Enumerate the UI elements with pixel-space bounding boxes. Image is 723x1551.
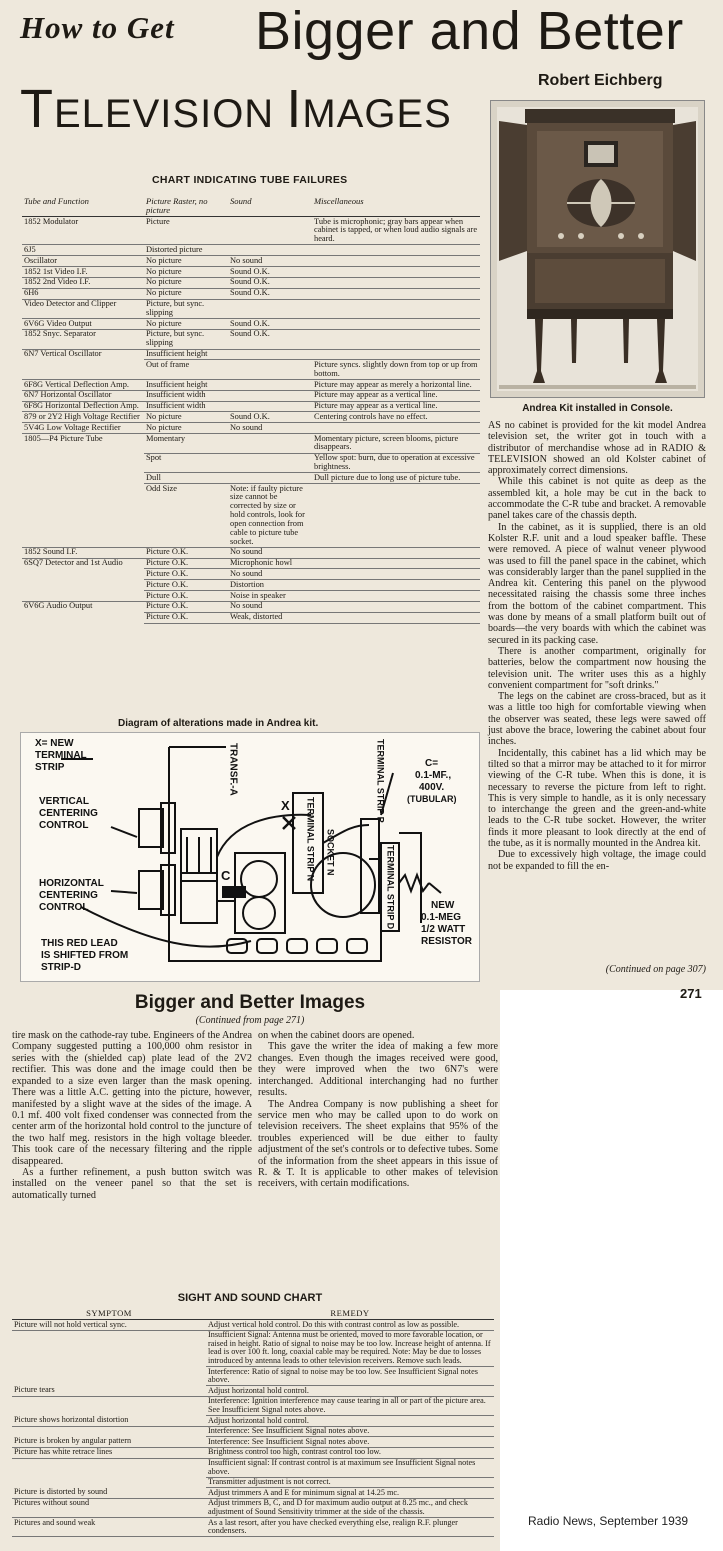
cell-sound: Noise in speaker <box>228 591 312 602</box>
table-row <box>22 558 480 569</box>
label-c: C <box>221 868 231 883</box>
table-row <box>22 484 480 548</box>
label-c-value-3: (TUBULAR) <box>407 794 457 804</box>
cell-miscellaneous: Picture syncs. slightly down from top or up from bottom. <box>312 360 480 380</box>
label-horizontal: HORIZONTAL <box>39 878 104 889</box>
cell-tube-function: 6H6 <box>22 288 144 299</box>
table-row <box>22 547 480 558</box>
cell-picture: Picture O.K. <box>144 558 228 569</box>
cell-symptom: Picture has white retrace lines <box>12 1447 206 1458</box>
cell-tube-function: 1805—P4 Picture Tube <box>22 434 144 454</box>
cell-remedy: Adjust horizontal hold control. <box>206 1416 494 1427</box>
cell-picture: No picture <box>144 423 228 434</box>
cell-miscellaneous <box>312 256 480 267</box>
cell-miscellaneous <box>312 569 480 580</box>
cell-miscellaneous <box>312 612 480 623</box>
cell-miscellaneous <box>312 277 480 288</box>
cell-miscellaneous <box>312 245 480 256</box>
label-new-4: RESISTOR <box>421 936 472 947</box>
cell-tube-function: 6V6G Video Output <box>22 319 144 330</box>
article-paragraph: This gave the writer the idea of making a few more changes. Even though the images received were good, they were improved when the two 6N7's were interchanged. Additional interchanging had no further results. <box>258 1041 498 1099</box>
label-h-control: CONTROL <box>39 902 89 913</box>
cell-symptom <box>12 1458 206 1477</box>
cell-miscellaneous <box>312 267 480 278</box>
cell-picture: Picture <box>144 217 228 245</box>
cell-remedy: Transmitter adjustment is not correct. <box>206 1477 494 1488</box>
article-paragraph: on when the cabinet doors are opened. <box>258 1030 415 1041</box>
headline-line1: Bigger and Better <box>255 1 684 61</box>
author-byline: Robert Eichberg <box>538 72 663 89</box>
cell-tube-function: 6SQ7 Detector and 1st Audio <box>22 558 144 569</box>
table-row <box>12 1386 494 1397</box>
label-red-lead-1: THIS RED LEAD <box>41 938 118 949</box>
table-row <box>12 1437 494 1448</box>
cell-remedy: Insufficient signal: If contrast control is at maximum see Insufficient Signal notes above. <box>206 1458 494 1477</box>
cell-sound <box>228 380 312 391</box>
wiring-diagram <box>20 732 480 982</box>
table-row <box>12 1488 494 1499</box>
cell-miscellaneous <box>312 329 480 349</box>
cell-picture: No picture <box>144 412 228 423</box>
cell-miscellaneous: Picture may appear as a vertical line. <box>312 401 480 412</box>
tube-failure-table <box>22 196 480 624</box>
cell-tube-function <box>22 484 144 548</box>
cell-picture: No picture <box>144 277 228 288</box>
cell-sound <box>228 217 312 245</box>
cell-miscellaneous: Tube is microphonic; gray bars appear when cabinet is tapped, or when loud audio signals are heard. <box>312 217 480 245</box>
cell-picture: Distorted picture <box>144 245 228 256</box>
cell-tube-function <box>22 612 144 623</box>
cell-miscellaneous: Picture may appear as a vertical line. <box>312 390 480 401</box>
cell-picture: Insufficient width <box>144 390 228 401</box>
label-c-value-1: 0.1-MF., <box>415 770 452 781</box>
cell-remedy: Interference: Ratio of signal to noise may be too low. See Insufficient Signal notes above. <box>206 1367 494 1386</box>
article-column-left <box>12 1030 252 1201</box>
cell-symptom <box>12 1426 206 1437</box>
cell-miscellaneous: Yellow spot: burn, due to operation at excessive brightness. <box>312 453 480 473</box>
col-picture: Picture Raster, no picture <box>144 196 228 217</box>
table-row <box>22 267 480 278</box>
label-new-2: 0.1-MEG <box>421 912 462 923</box>
label-terminal: TERMINAL <box>35 750 87 761</box>
table-row <box>22 349 480 360</box>
cell-tube-function: Oscillator <box>22 256 144 267</box>
cell-sound <box>228 299 312 319</box>
table-row <box>22 329 480 349</box>
label-vertical: VERTICAL <box>39 796 89 807</box>
cell-sound: Note: if faulty picture size cannot be corrected by size or hold controls, look for open connection from cable to picture tube socket. <box>228 484 312 548</box>
cell-remedy: Adjust trimmers B, C, and D for maximum audio output at 8.25 mc., and check adjustment of Sound Sensitivity trimmer at the side of the chassis. <box>206 1498 494 1517</box>
cell-picture: Spot <box>144 453 228 473</box>
table-row <box>22 601 480 612</box>
table-row <box>22 288 480 299</box>
cell-miscellaneous <box>312 423 480 434</box>
cell-tube-function: 1852 Snyc. Separator <box>22 329 144 349</box>
label-strip-n: TERMINAL STRIP N <box>305 797 316 882</box>
cell-picture: Momentary <box>144 434 228 454</box>
continued-note: (Continued on page 307) <box>605 964 706 975</box>
table-row <box>12 1396 494 1415</box>
cell-sound <box>228 453 312 473</box>
cell-tube-function: 1852 2nd Video I.F. <box>22 277 144 288</box>
cell-picture: Insufficient width <box>144 401 228 412</box>
cell-tube-function: 6V6G Audio Output <box>22 601 144 612</box>
source-credit: Radio News, September 1939 <box>528 1514 689 1528</box>
table-row <box>22 423 480 434</box>
cell-remedy: As a last resort, after you have checked everything else, realign R.F. plunger condensers. <box>206 1518 494 1537</box>
cell-miscellaneous <box>312 349 480 360</box>
table-row <box>12 1426 494 1437</box>
cell-symptom: Picture tears <box>12 1386 206 1397</box>
table-row <box>22 412 480 423</box>
label-v-control: CONTROL <box>39 820 89 831</box>
cell-miscellaneous: Picture may appear as merely a horizontal line. <box>312 380 480 391</box>
article-paragraph: AS no cabinet is provided for the kit model Andrea television set, the writer got in touch with a distributor of merchandise whose ad in RADIO & TELEVISION showed an old Kolster cabinet of approximately correct dimensions. <box>488 420 706 477</box>
cell-tube-function <box>22 569 144 580</box>
cell-tube-function <box>22 360 144 380</box>
cell-sound: No sound <box>228 547 312 558</box>
cell-tube-function <box>22 453 144 473</box>
table-row <box>12 1518 494 1537</box>
table-row <box>12 1477 494 1488</box>
article-paragraph: There is another compartment, originally for batteries, below the compartment now housing the television unit. The writer uses this as a highly convenient compartment for "soft drinks." <box>488 645 706 691</box>
article-paragraph: Due to excessively high voltage, the image could not be expanded to fill the en- <box>488 849 706 872</box>
label-socket: SOCKET N <box>325 829 336 876</box>
article-paragraph: While this cabinet is not quite as deep as the assembled kit, a hole may be cut in the back to accommodate the C-R tube and bracket. A removable panel takes care of the chassis depth. <box>488 476 706 522</box>
cell-picture: Picture O.K. <box>144 569 228 580</box>
cell-tube-function: 879 or 2Y2 High Voltage Rectifier <box>22 412 144 423</box>
headline-kicker: How to Get <box>20 10 175 45</box>
cell-sound: No sound <box>228 256 312 267</box>
diagram-title: Diagram of alterations made in Andrea kit. <box>118 718 319 729</box>
cell-picture: Picture O.K. <box>144 591 228 602</box>
table-row <box>22 217 480 245</box>
cell-tube-function: 6N7 Vertical Oscillator <box>22 349 144 360</box>
sight-sound-table <box>12 1308 494 1537</box>
cell-tube-function: 6F8G Horizontal Deflection Amp. <box>22 401 144 412</box>
cell-tube-function: 5V4G Low Voltage Rectifier <box>22 423 144 434</box>
table-row <box>22 580 480 591</box>
table-row <box>22 473 480 484</box>
cell-miscellaneous <box>312 288 480 299</box>
cell-symptom <box>12 1396 206 1415</box>
cell-remedy: Interference: Ignition interference may cause tearing in all or part of the picture area. See Insufficient Signal notes above. <box>206 1396 494 1415</box>
table-row <box>22 299 480 319</box>
cell-miscellaneous <box>312 580 480 591</box>
cell-symptom: Picture shows horizontal distortion <box>12 1416 206 1427</box>
table-row <box>22 612 480 623</box>
cell-picture: Dull <box>144 473 228 484</box>
cell-remedy: Adjust trimmers A and E for minimum signal at 14.25 mc. <box>206 1488 494 1499</box>
cell-sound: Weak, distorted <box>228 612 312 623</box>
table-row <box>22 390 480 401</box>
col-sound: Sound <box>228 196 312 217</box>
cell-sound: Sound O.K. <box>228 267 312 278</box>
cell-picture: Out of frame <box>144 360 228 380</box>
article-paragraph: As a further refinement, a push button switch was installed on the veneer panel so that the set is automatically turned <box>12 1167 252 1201</box>
cell-miscellaneous: Dull picture due to long use of picture tube. <box>312 473 480 484</box>
cell-picture: Odd Size <box>144 484 228 548</box>
cell-remedy: Adjust vertical hold control. Do this with contrast control as low as possible. <box>206 1320 494 1331</box>
cell-sound: Distortion <box>228 580 312 591</box>
continued-from: (Continued from page 271) <box>195 1015 305 1026</box>
cell-symptom <box>12 1330 206 1366</box>
label-red-lead-2: IS SHIFTED FROM <box>41 950 129 961</box>
cell-sound: No sound <box>228 601 312 612</box>
table-row <box>22 569 480 580</box>
cell-symptom: Picture is distorted by sound <box>12 1488 206 1499</box>
table-row <box>12 1458 494 1477</box>
cell-tube-function <box>22 591 144 602</box>
col-remedy: REMEDY <box>206 1308 494 1320</box>
cell-miscellaneous <box>312 558 480 569</box>
label-strip-p: TERMINAL STRIP P <box>375 739 386 823</box>
cell-sound <box>228 401 312 412</box>
cell-tube-function: 6F8G Vertical Deflection Amp. <box>22 380 144 391</box>
cell-sound <box>228 245 312 256</box>
console-cabinet-illustration <box>491 101 704 397</box>
cell-picture: Picture O.K. <box>144 547 228 558</box>
cell-symptom: Picture will not hold vertical sync. <box>12 1320 206 1331</box>
label-x-new: X= NEW <box>35 738 74 749</box>
cell-symptom <box>12 1477 206 1488</box>
cell-tube-function: Video Detector and Clipper <box>22 299 144 319</box>
cell-picture: No picture <box>144 319 228 330</box>
tube-chart-title: CHART INDICATING TUBE FAILURES <box>152 174 348 186</box>
cell-tube-function: 6J5 <box>22 245 144 256</box>
headline-line2: TELEVISION IMAGES <box>20 79 452 139</box>
cell-sound <box>228 473 312 484</box>
cell-picture: Insufficient height <box>144 349 228 360</box>
label-x: X <box>281 798 290 813</box>
table-row <box>22 277 480 288</box>
cell-miscellaneous <box>312 319 480 330</box>
sight-sound-chart-title: SIGHT AND SOUND CHART <box>177 1292 323 1304</box>
table-row <box>12 1367 494 1386</box>
label-h-centering: CENTERING <box>39 890 98 901</box>
cell-picture: Picture O.K. <box>144 580 228 591</box>
table-row <box>22 319 480 330</box>
col-miscellaneous: Miscellaneous <box>312 196 480 217</box>
col-tube-function: Tube and Function <box>22 196 144 217</box>
cell-tube-function: 1852 Modulator <box>22 217 144 245</box>
cell-sound: Sound O.K. <box>228 319 312 330</box>
table-row <box>22 256 480 267</box>
cell-picture: No picture <box>144 288 228 299</box>
cell-symptom: Pictures and sound weak <box>12 1518 206 1537</box>
cell-sound <box>228 349 312 360</box>
photo-caption: Andrea Kit installed in Console. <box>522 403 673 414</box>
cell-picture: Insufficient height <box>144 380 228 391</box>
cell-picture: Picture, but sync. slipping <box>144 329 228 349</box>
cell-remedy: Insufficient Signal: Antenna must be oriented, moved to more favorable location, or raised in height. Ratio of signal to noise may be too low. Increase height of antenna. If lead is over 100 ft. long, coaxial cable may be required. Note: May be due to losses introduced by antenna leads to other television receivers. Remove such leads. <box>206 1330 494 1366</box>
cell-tube-function <box>22 580 144 591</box>
cell-sound <box>228 434 312 454</box>
label-c-value-2: 400V. <box>419 782 445 793</box>
cell-miscellaneous: Momentary picture, screen blooms, picture disappears. <box>312 434 480 454</box>
cabinet-photo <box>490 100 705 398</box>
cell-picture: Picture, but sync. slipping <box>144 299 228 319</box>
table-row <box>12 1330 494 1366</box>
table-row <box>22 453 480 473</box>
cell-remedy: Brightness control too high, contrast control too low. <box>206 1447 494 1458</box>
article-paragraph: Incidentally, this cabinet has a lid which may be tilted so that a mirror may be attached to it for mirror viewing of the C-R tube. When this is done, it is necessary to reverse the picture from left to right. This is very simple to handle, as it is only necessary to interchange the green and the green-and-white leads to the C-R tube socket. However, the writer finds it more pleasant to look directly at the end of the tube, as it is normally mounted in the Andrea kit. <box>488 747 706 849</box>
label-new-3: 1/2 WATT <box>421 924 466 935</box>
col-symptom: SYMPTOM <box>12 1308 206 1320</box>
cell-tube-function: 1852 1st Video I.F. <box>22 267 144 278</box>
magazine-page-307 <box>0 990 500 1551</box>
cell-sound: Microphonic howl <box>228 558 312 569</box>
cell-sound: Sound O.K. <box>228 329 312 349</box>
article-paragraph: The Andrea Company is now publishing a sheet for service men who may be called upon to do work on television receivers. The sheet explains that 95% of the troubles experienced will be due either to faulty adjustment of the set's controls or to defective tubes. Some of the information from the sheet appears in this issue of R. & T. It is applicable to other makes of television receivers, with certain modifications. <box>258 1098 498 1190</box>
label-new-1: NEW <box>431 900 455 911</box>
cell-sound: No sound <box>228 569 312 580</box>
label-red-lead-3: STRIP-D <box>41 962 81 973</box>
cell-miscellaneous: Centering controls have no effect. <box>312 412 480 423</box>
cell-symptom: Picture is broken by angular pattern <box>12 1437 206 1448</box>
cell-picture: No picture <box>144 256 228 267</box>
cell-sound <box>228 360 312 380</box>
cell-remedy: Interference: See Insufficient Signal notes above. <box>206 1437 494 1448</box>
cell-sound <box>228 390 312 401</box>
cell-sound: Sound O.K. <box>228 288 312 299</box>
cell-symptom <box>12 1367 206 1386</box>
cell-tube-function: 1852 Sound I.F. <box>22 547 144 558</box>
table-row <box>22 434 480 454</box>
table-row <box>22 401 480 412</box>
cell-miscellaneous <box>312 591 480 602</box>
cell-symptom: Pictures without sound <box>12 1498 206 1517</box>
cell-sound: No sound <box>228 423 312 434</box>
cell-miscellaneous <box>312 601 480 612</box>
article-paragraph: In the cabinet, as it is supplied, there is an old Kolster R.F. unit and a loud speaker baffle. These were removed. A piece of walnut veneer plywood was used to fill the panel space in the cabinet, which was considerably larger than the panel supplied in the Andrea kit. Centering this panel on the plywood necessitated raising the chassis some three inches from the bottom of the cabinet compartment. This was done by means of a small platform built out of boards—the very boards with which the cabinet was secured in its packing case. <box>488 521 706 646</box>
cell-miscellaneous <box>312 299 480 319</box>
article-paragraph: tire mask on the cathode-ray tube. Engineers of the Andrea Company suggested putting a 100,000 ohm resistor in series with the (shielded cap) plate lead of the 2V2 rectifier. This was done and the image could then be expanded to a size even larger than the mask opening. There was a little A.C. getting into the picture, however, manifested by a slight wave at the sides of the image. A 0.1 mf. 400 volt fixed condenser was connected from the center arm of the horizontal hold control to the juncture of the two half meg. resistors in the high voltage bleeder. This took care of the necessary filtering and the ripple disappeared. <box>12 1030 252 1167</box>
table-row <box>12 1320 494 1331</box>
continuation-title: Bigger and Better Images <box>134 992 366 1013</box>
cell-miscellaneous <box>312 484 480 548</box>
table-row <box>22 360 480 380</box>
article-body <box>488 420 706 872</box>
table-row <box>22 245 480 256</box>
label-v-centering: CENTERING <box>39 808 98 819</box>
cell-picture: No picture <box>144 267 228 278</box>
cell-sound: Sound O.K. <box>228 412 312 423</box>
label-transformer: TRANSF.-A <box>227 743 239 796</box>
cell-miscellaneous <box>312 547 480 558</box>
article-column-right <box>258 1030 498 1190</box>
article-paragraph: The legs on the cabinet are cross-braced, but as it was a little too high for comfortable viewing when the observer was seated, these legs were sawed off just above the brace, lowering the cabinet about four inches. <box>488 691 706 748</box>
table-row <box>22 380 480 391</box>
page-number: 271 <box>680 986 702 1001</box>
cell-remedy: Interference: See Insufficient Signal notes above. <box>206 1426 494 1437</box>
cell-picture: Picture O.K. <box>144 612 228 623</box>
cell-tube-function <box>22 473 144 484</box>
label-strip-d: TERMINAL STRIP D <box>385 845 396 930</box>
cell-sound: Sound O.K. <box>228 277 312 288</box>
cell-tube-function: 6N7 Horizontal Oscillator <box>22 390 144 401</box>
table-row <box>12 1447 494 1458</box>
cell-picture: Picture O.K. <box>144 601 228 612</box>
table-row <box>12 1498 494 1517</box>
cell-remedy: Adjust horizontal hold control. <box>206 1386 494 1397</box>
label-c-eq: C= <box>425 758 439 769</box>
table-row <box>22 591 480 602</box>
label-strip: STRIP <box>35 762 65 773</box>
table-row <box>12 1416 494 1427</box>
